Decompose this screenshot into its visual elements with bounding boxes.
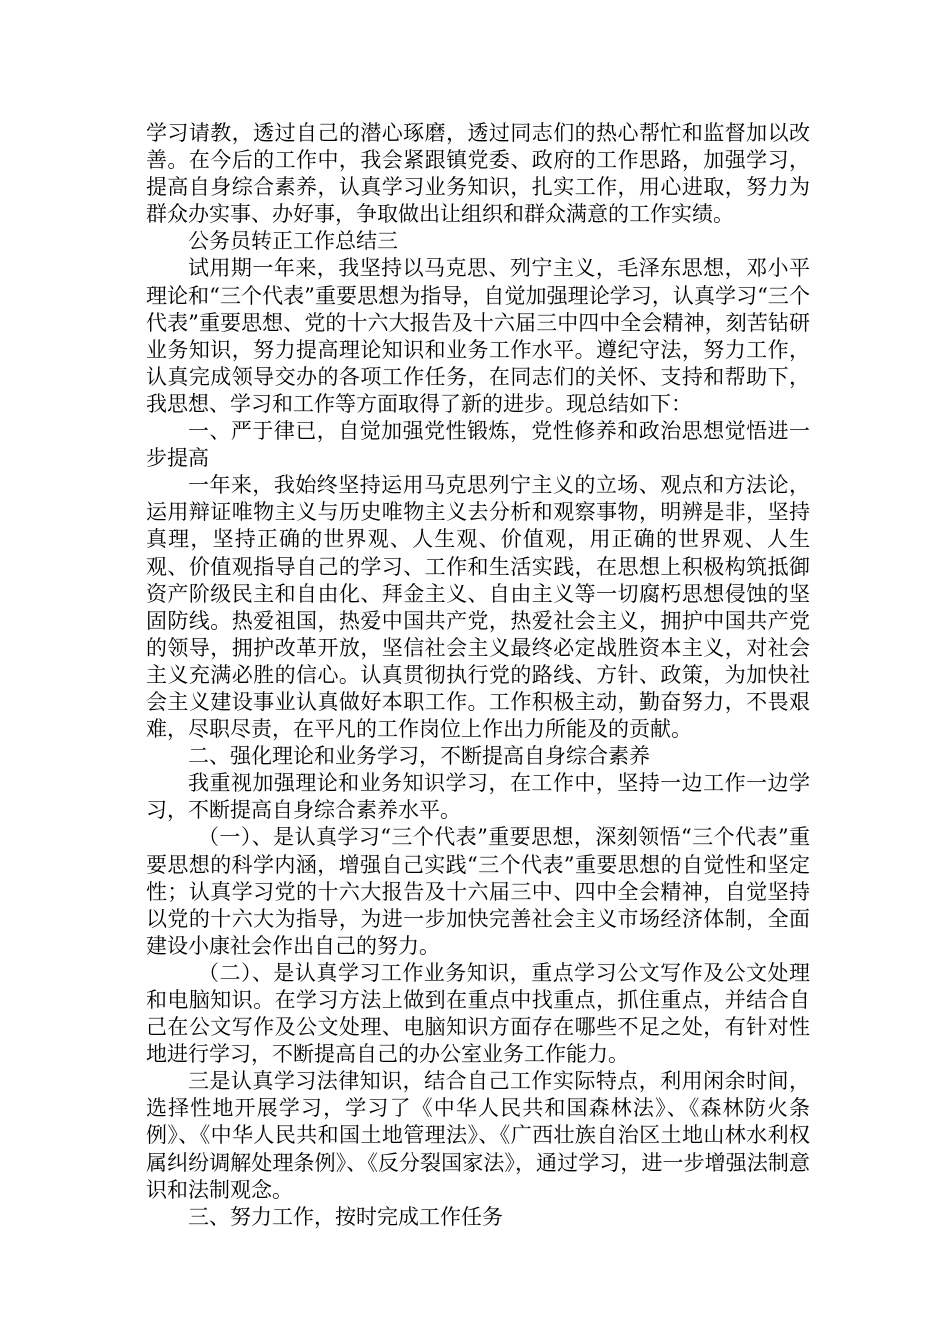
paragraph-item-two: （二）、是认真学习工作业务知识，重点学习公文写作及公文处理和电脑知识。在学习方法上做到在重点中找重点，抓住重点，并结合自己在公文写作及公文处理、电脑知识方面存在哪些不足之处，有针对性地进行学习，不断提高自己的办公室业务工作能力。	[146, 960, 810, 1067]
paragraph-introduction: 试用期一年来，我坚持以马克思、列宁主义，毛泽东思想，邓小平理论和“三个代表”重要思想为指导，自觉加强理论学习，认真学习“三个代表”重要思想、党的十六大报告及十六届三中四中全会精神，刻苦钻研业务知识，努力提高理论知识和业务工作水平。遵纪守法，努力工作，认真完成领导交办的各项工作任务，在同志们的关怀、支持和帮助下，我思想、学习和工作等方面取得了新的进步。现总结如下：	[146, 256, 810, 416]
heading-part-two: 二、强化理论和业务学习，不断提高自身综合素养	[188, 744, 650, 769]
paragraph-closing-remarks: 学习请教，透过自己的潜心琢磨，透过同志们的热心帮忙和监督加以改善。在今后的工作中，我会紧跟镇党委、政府的工作思路，加强学习，提高自身综合素养，认真学习业务知识，扎实工作，用心进取，努力为群众办实事、办好事，争取做出让组织和群众满意的工作实绩。	[146, 121, 810, 227]
paragraph-item-three: 三是认真学习法律知识，结合自己工作实际特点，利用闲余时间，选择性地开展学习，学习了《中华人民共和国森林法》、《森林防火条例》、《中华人民共和国土地管理法》、《广西壮族自治区土地山林水利权属纠纷调解处理条例》、《反分裂国家法》，通过学习，进一步增强法制意识和法制观念。	[146, 1069, 810, 1202]
heading-part-three: 三、努力工作，按时完成工作任务	[188, 1204, 503, 1229]
document-body	[146, 120, 810, 1231]
paragraph-part-one: 一年来，我始终坚持运用马克思列宁主义的立场、观点和方法论，运用辩证唯物主义与历史唯物主义去分析和观察事物，明辨是非，坚持真理，坚持正确的世界观、人生观、价值观，用正确的世界观、人生观、价值观指导自己的学习、工作和生活实践，在思想上积极构筑抵御资产阶级民主和自由化、拜金主义、自由主义等一切腐朽思想侵蚀的坚固防线。热爱祖国，热爱中国共产党，热爱社会主义，拥护中国共产党的领导，拥护改革开放，坚信社会主义最终必定战胜资本主义，对社会主义充满必胜的信心。认真贯彻执行党的路线、方针、政策，为加快社会主义建设事业认真做好本职工作。工作积极主动，勤奋努力，不畏艰难，尽职尽责，在平凡的工作岗位上作出力所能及的贡献。	[146, 473, 810, 742]
section-title: 公务员转正工作总结三	[188, 229, 398, 254]
heading-part-one: 一、严于律已，自觉加强党性锻炼，党性修养和政治思想觉悟进一步提高	[146, 419, 810, 471]
paragraph-part-two-intro: 我重视加强理论和业务知识学习，在工作中，坚持一边工作一边学习，不断提高自身综合素养水平。	[146, 771, 810, 823]
paragraph-item-one: （一）、是认真学习“三个代表”重要思想，深刻领悟“三个代表”重要思想的科学内涵，增强自己实践“三个代表”重要思想的自觉性和坚定性；认真学习党的十六大报告及十六届三中、四中全会精神，自觉坚持以党的十六大为指导，为进一步加快完善社会主义市场经济体制，全面建设小康社会作出自己的努力。	[146, 825, 810, 958]
